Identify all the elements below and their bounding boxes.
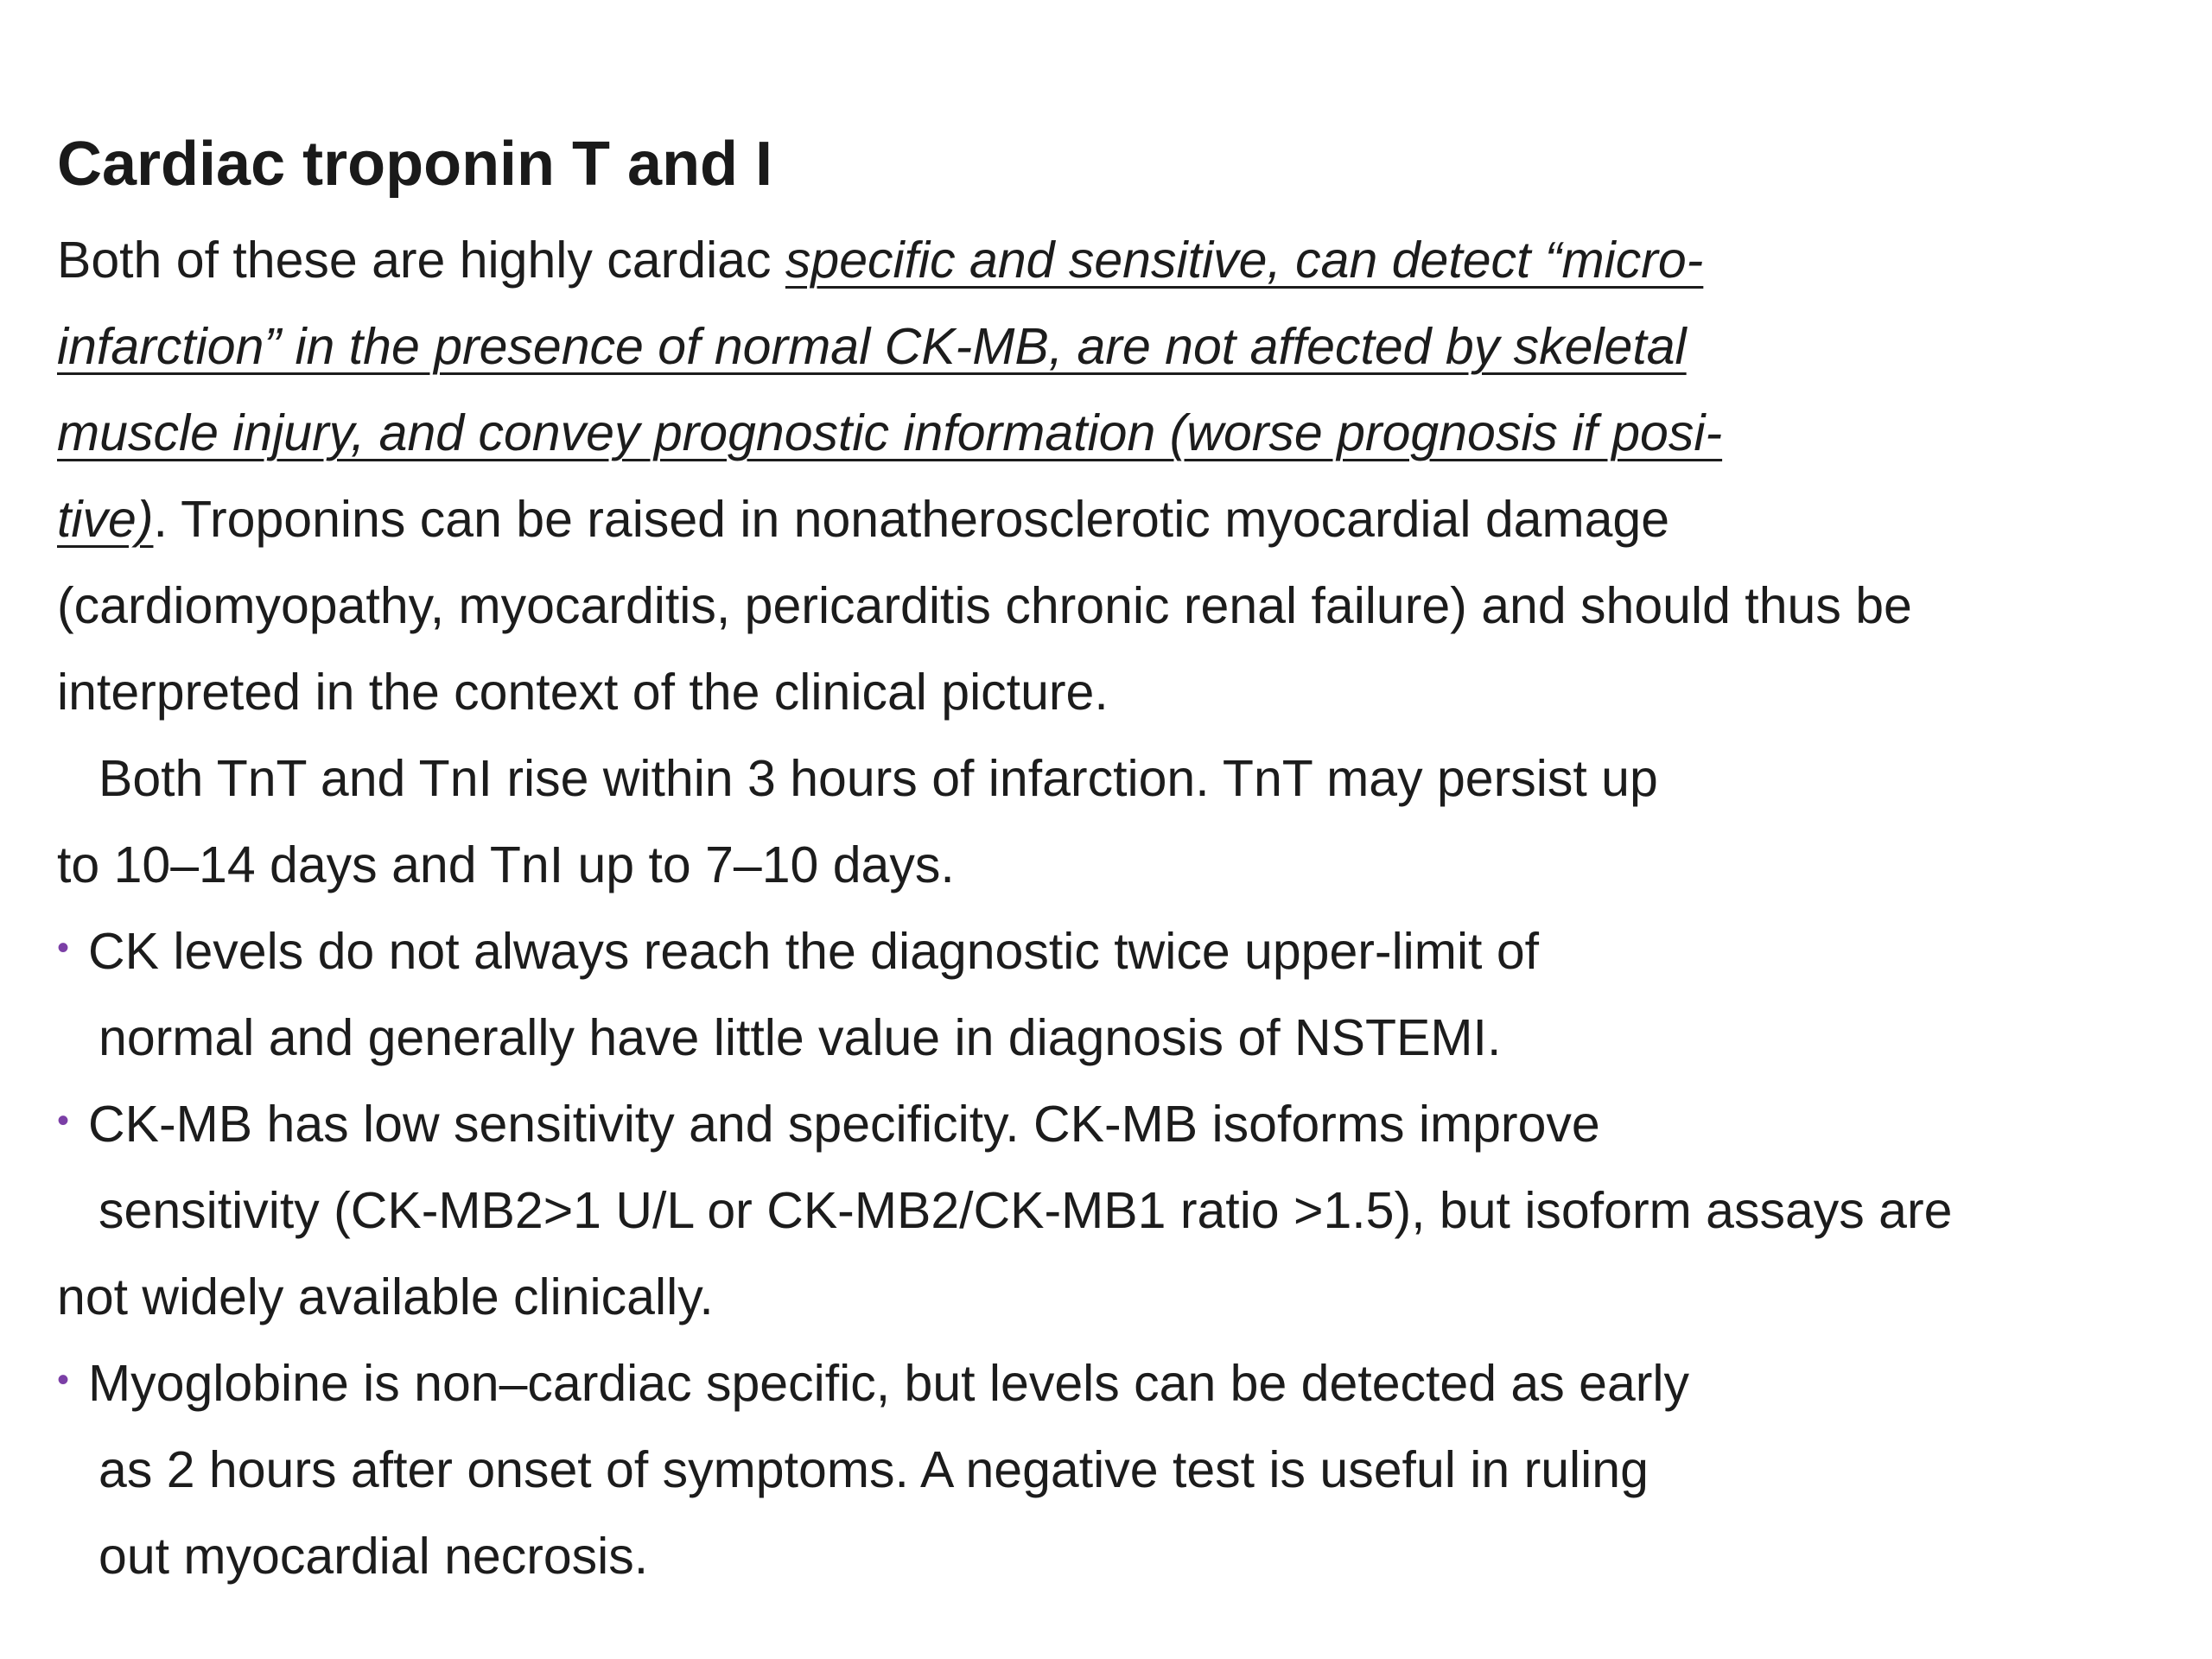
emphasized-text: specific and sensitive, can detect “micro- <box>785 232 1704 289</box>
list-item <box>57 1341 1689 1427</box>
list-item-text: CK-MB has low sensitivity and specificity. CK-MB isoforms improve <box>88 1096 1600 1153</box>
body-text: . Troponins can be raised in nonatherosclerotic myocardial damage <box>153 491 1670 548</box>
bullet-icon: • <box>57 1360 70 1399</box>
list-item-continuation: normal and generally have little value in diagnosis of NSTEMI. <box>99 1009 1502 1066</box>
list-item-text: CK levels do not always reach the diagnostic twice upper-limit of <box>88 923 1540 980</box>
list-item-text: Myoglobine is non–cardiac specific, but levels can be detected as early <box>88 1355 1690 1412</box>
paragraph-line: to 10–14 days and TnI up to 7–10 days. <box>57 836 955 893</box>
paragraph-line <box>57 218 1703 303</box>
list-item-continuation: as 2 hours after onset of symptoms. A negative test is useful in ruling <box>99 1441 1649 1498</box>
emphasized-text: infarction” in the presence of normal CK-MB, are not affected by skeletal <box>57 318 1687 375</box>
list-item <box>57 1082 1600 1167</box>
list-item-continuation: sensitivity (CK-MB2>1 U/L or CK-MB2/CK-MB1 ratio >1.5), but isoform assays are <box>99 1182 1953 1239</box>
list-item-continuation: not widely available clinically. <box>57 1268 714 1325</box>
emphasized-text: tive) <box>57 491 154 548</box>
paragraph-line: (cardiomyopathy, myocarditis, pericarditis chronic renal failure) and should thus be <box>57 577 1912 634</box>
list-item-continuation: out myocardial necrosis. <box>99 1528 649 1585</box>
page-title: Cardiac troponin T and I <box>57 130 773 199</box>
paragraph-line <box>57 304 1687 390</box>
paragraph-line <box>57 391 1722 476</box>
paragraph-line: Both TnT and TnI rise within 3 hours of infarction. TnT may persist up <box>99 750 1658 807</box>
bullet-icon: • <box>57 928 70 967</box>
paragraph-line: interpreted in the context of the clinical picture. <box>57 664 1109 721</box>
emphasized-text: muscle injury, and convey prognostic information (worse prognosis if posi- <box>57 404 1723 461</box>
body-text: Both of these are highly cardiac <box>57 232 785 289</box>
paragraph-line <box>57 477 1669 563</box>
list-item <box>57 909 1539 995</box>
bullet-icon: • <box>57 1101 70 1140</box>
